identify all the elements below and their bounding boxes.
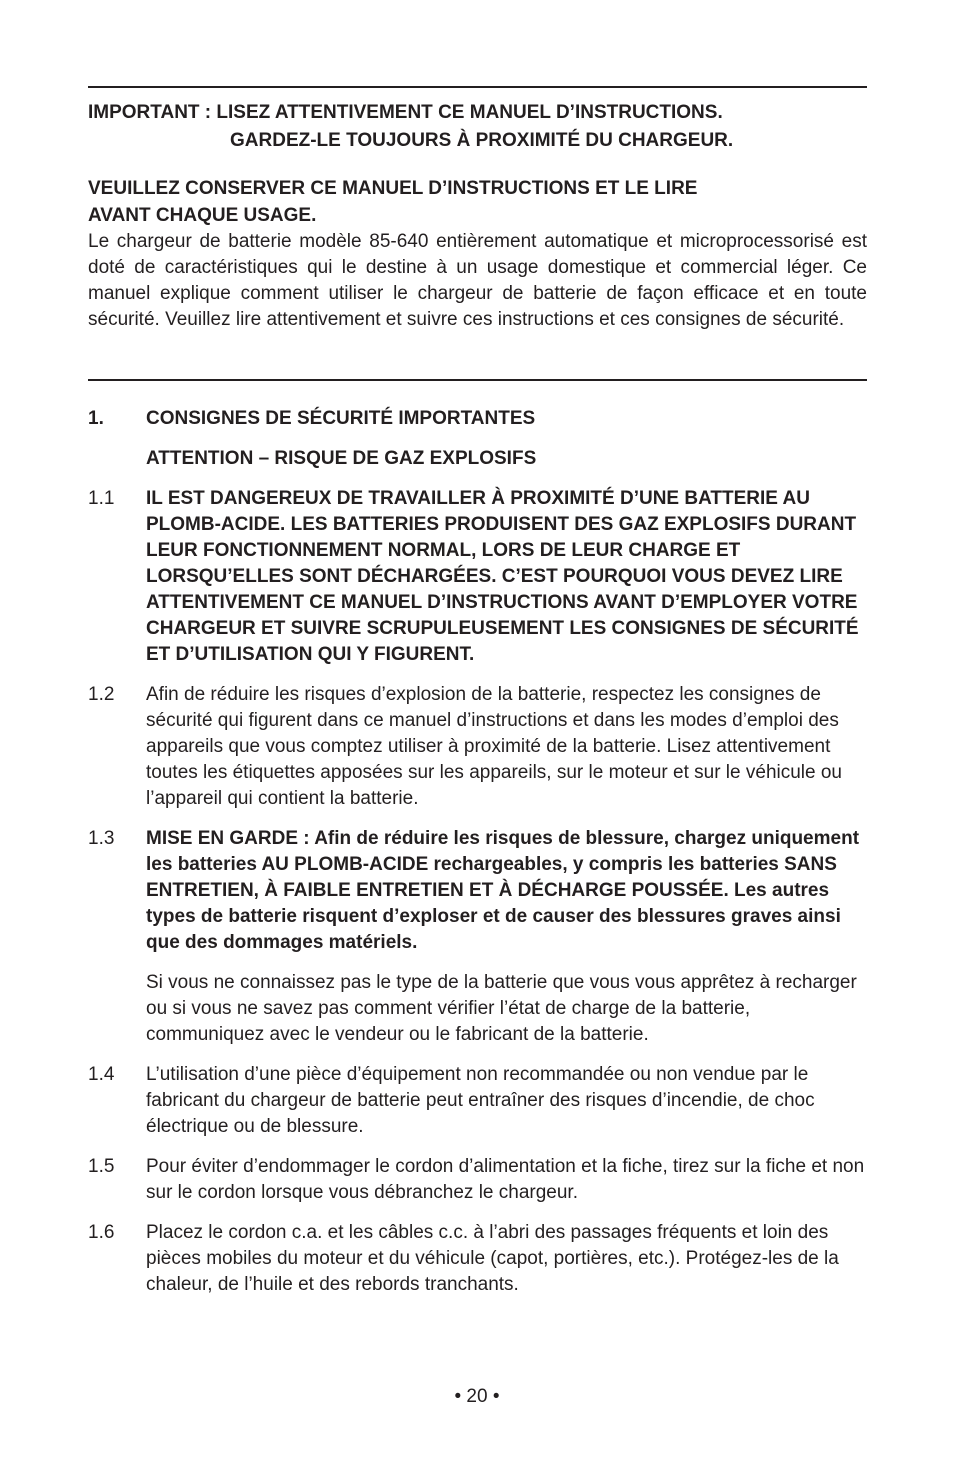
safety-section — [88, 406, 867, 1312]
item-text: IL EST DANGEREUX DE TRAVAILLER À PROXIMITÉ D’UNE BATTERIE AU PLOMB-ACIDE. LES BATTERIES PRODUISENT DES GAZ EXPLOSIFS DURANT LEUR FONCTIONNEMENT NORMAL, LORS DE LEUR CHARGE ET LORSQU’ELLES SONT DÉCHARGÉES. C’EST POURQUOI VOUS DEVEZ LIRE ATTENTIVEMENT CE MANUEL D’INSTRUCTIONS AVANT D’EMPLOYER VOTRE CHARGEUR ET SUIVRE SCRUPULEUSEMENT LES CONSIGNES DE SÉCURITÉ ET D’UTILISATION QUI Y FIGURENT. — [146, 488, 859, 665]
intro-paragraph: Le chargeur de batterie modèle 85-640 entièrement automatique et microprocessorisé est doté de caractéristiques qui le destine à un usage domestique et commercial léger. Ce manuel explique comment utiliser le chargeur de batterie de façon efficace et en toute sécurité. Veuillez lire attentivement et suivre ces instructions et ces consignes de sécurité. — [88, 231, 867, 330]
item-text: Afin de réduire les risques d’explosion de la batterie, respectez les consignes de sécurité qui figurent dans ce manuel d’instructions et dans les modes d’emploi des appareils que vous comptez utiliser à proximité de la batterie. Lisez attentivement toutes les étiquettes apposées sur les appareils, sur le moteur et sur le véhicule ou l’appareil qui contient la batterie. — [146, 684, 842, 809]
list-item — [88, 486, 867, 668]
item-number: 1.5 — [88, 1156, 115, 1177]
page-number: • 20 • — [454, 1386, 500, 1407]
important-notice-line-2: GARDEZ-LE TOUJOURS À PROXIMITÉ DU CHARGEUR. — [230, 130, 734, 151]
item-number: 1.1 — [88, 488, 115, 509]
top-divider — [88, 86, 867, 88]
warning-heading — [88, 446, 867, 472]
list-item — [88, 1154, 867, 1206]
section-number: 1. — [88, 408, 104, 429]
list-item — [88, 826, 867, 1048]
item-text: Placez le cordon c.a. et les câbles c.c. à l’abri des passages fréquents et loin des pièces mobiles du moteur et du véhicule (capot, portières, etc.). Protégez-les de la chaleur, de l’huile et des rebords tranchants. — [146, 1222, 839, 1295]
important-notice-line-1: IMPORTANT : LISEZ ATTENTIVEMENT CE MANUEL D’INSTRUCTIONS. — [88, 102, 723, 123]
section-title: CONSIGNES DE SÉCURITÉ IMPORTANTES — [146, 408, 536, 429]
intro-block — [88, 175, 867, 333]
item-text: Pour éviter d’endommager le cordon d’alimentation et la fiche, tirez sur la fiche et non sur le cordon lorsque vous débranchez le chargeur. — [146, 1156, 865, 1203]
section-divider — [88, 379, 867, 381]
item-number: 1.3 — [88, 828, 115, 849]
keep-manual-line-2: AVANT CHAQUE USAGE. — [88, 205, 317, 226]
item-number: 1.4 — [88, 1064, 115, 1085]
list-item — [88, 1062, 867, 1140]
item-number: 1.6 — [88, 1222, 115, 1243]
item-subtext: Si vous ne connaissez pas le type de la batterie que vous vous apprêtez à recharger ou si vous ne savez pas comment vérifier l’état de charge de la batterie, communiquez avec le vendeur ou le fabricant de la batterie. — [146, 972, 857, 1045]
list-item — [88, 682, 867, 812]
item-text: L’utilisation d’une pièce d’équipement non recommandée ou non vendue par le fabricant du chargeur de batterie peut entraîner des risques d’incendie, de choc électrique ou de blessure. — [146, 1064, 815, 1137]
item-text: MISE EN GARDE : Afin de réduire les risques de blessure, chargez uniquement les batteries AU PLOMB-ACIDE rechargeables, y compris les batteries SANS ENTRETIEN, À FAIBLE ENTRETIEN ET À DÉCHARGE POUSSÉE. Les autres types de batterie risquent d’exploser et de causer des blessures graves ainsi que des dommages matériels. — [146, 828, 860, 953]
section-heading — [88, 406, 867, 432]
important-notice — [88, 99, 867, 155]
warning-title: ATTENTION – RISQUE DE GAZ EXPLOSIFS — [146, 448, 537, 469]
item-number: 1.2 — [88, 684, 115, 705]
list-item — [88, 1220, 867, 1298]
keep-manual-line-1: VEUILLEZ CONSERVER CE MANUEL D’INSTRUCTIONS ET LE LIRE — [88, 178, 698, 199]
